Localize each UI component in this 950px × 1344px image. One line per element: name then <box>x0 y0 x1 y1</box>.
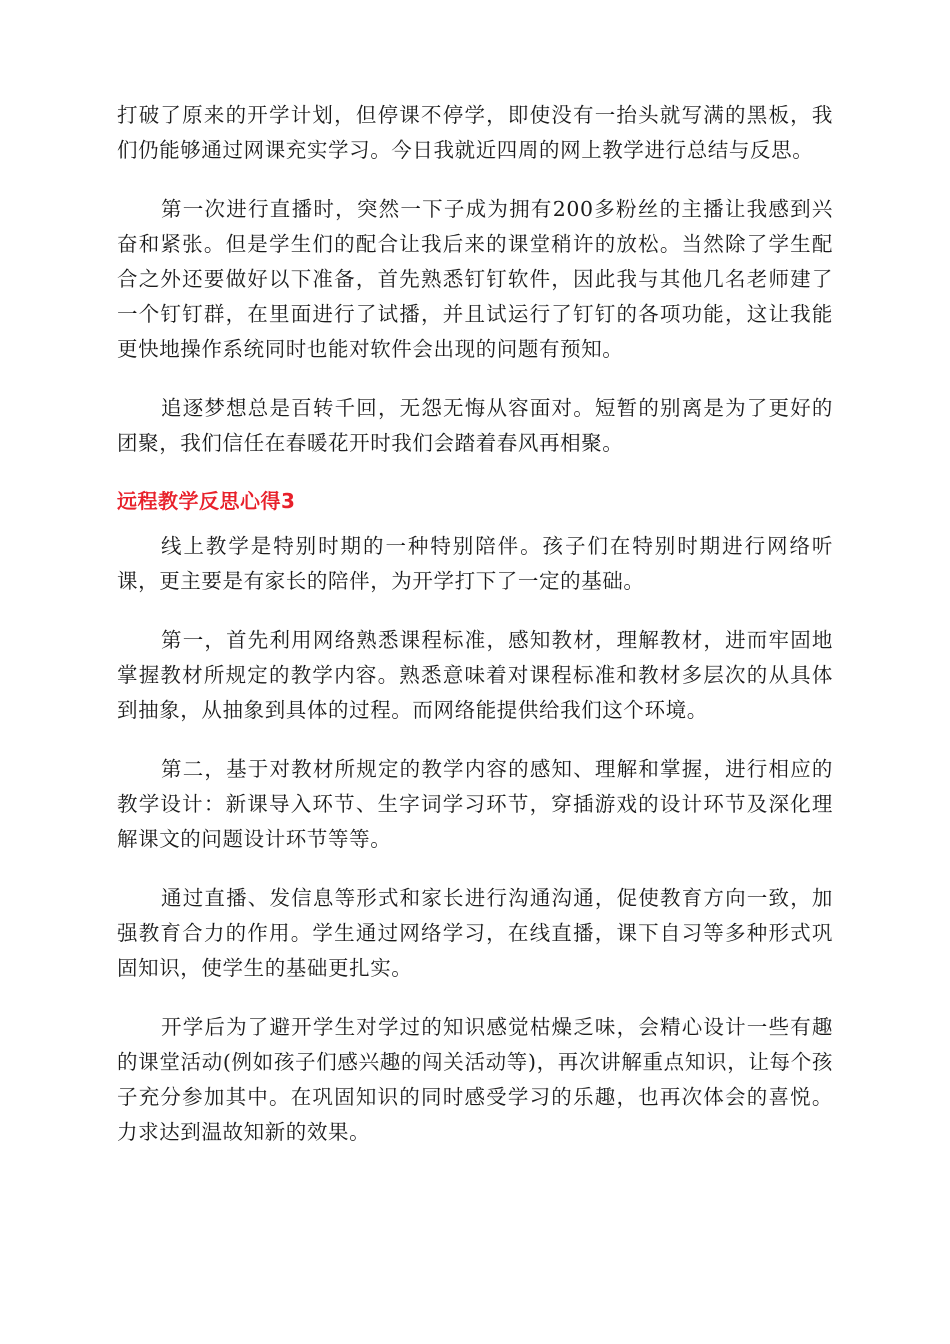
paragraph: 第二，基于对教材所规定的教学内容的感知、理解和掌握，进行相应的教学设计：新课导入环节、生字词学习环节，穿插游戏的设计环节及深化理解课文的问题设计环节等等。 <box>117 757 833 851</box>
section-heading: 远程教学反思心得3 <box>117 489 296 513</box>
paragraph: 追逐梦想总是百转千回，无怨无悔从容面对。短暂的别离是为了更好的团聚，我们信任在春暖花开时我们会踏着春风再相聚。 <box>117 396 833 455</box>
paragraph: 线上教学是特别时期的一种特别陪伴。孩子们在特别时期进行网络听课，更主要是有家长的陪伴，为开学打下了一定的基础。 <box>117 534 833 593</box>
paragraph: 第一，首先利用网络熟悉课程标准，感知教材，理解教材，进而牢固地掌握教材所规定的教学内容。熟悉意味着对课程标准和教材多层次的从具体到抽象，从抽象到具体的过程。而网络能提供给我们这个环境。 <box>117 628 833 722</box>
paragraph: 打破了原来的开学计划，但停课不停学，即使没有一抬头就写满的黑板，我们仍能够通过网课充实学习。今日我就近四周的网上教学进行总结与反思。 <box>117 103 833 162</box>
document-page <box>117 98 833 1174</box>
paragraph: 第一次进行直播时，突然一下子成为拥有200多粉丝的主播让我感到兴奋和紧张。但是学生们的配合让我后来的课堂稍许的放松。当然除了学生配合之外还要做好以下准备，首先熟悉钉钉软件，因此我与其他几名老师建了一个钉钉群，在里面进行了试播，并且试运行了钉钉的各项功能，这让我能更快地操作系统同时也能对软件会出现的问题有预知。 <box>117 197 833 361</box>
paragraph: 通过直播、发信息等形式和家长进行沟通沟通，促使教育方向一致，加强教育合力的作用。学生通过网络学习，在线直播，课下自习等多种形式巩固知识，使学生的基础更扎实。 <box>117 886 833 980</box>
paragraph: 开学后为了避开学生对学过的知识感觉枯燥乏味，会精心设计一些有趣的课堂活动(例如孩子们感兴趣的闯关活动等)，再次讲解重点知识，让每个孩子充分参加其中。在巩固知识的同时感受学习的乐趣，也再次体会的喜悦。力求达到温故知新的效果。 <box>117 1015 833 1144</box>
